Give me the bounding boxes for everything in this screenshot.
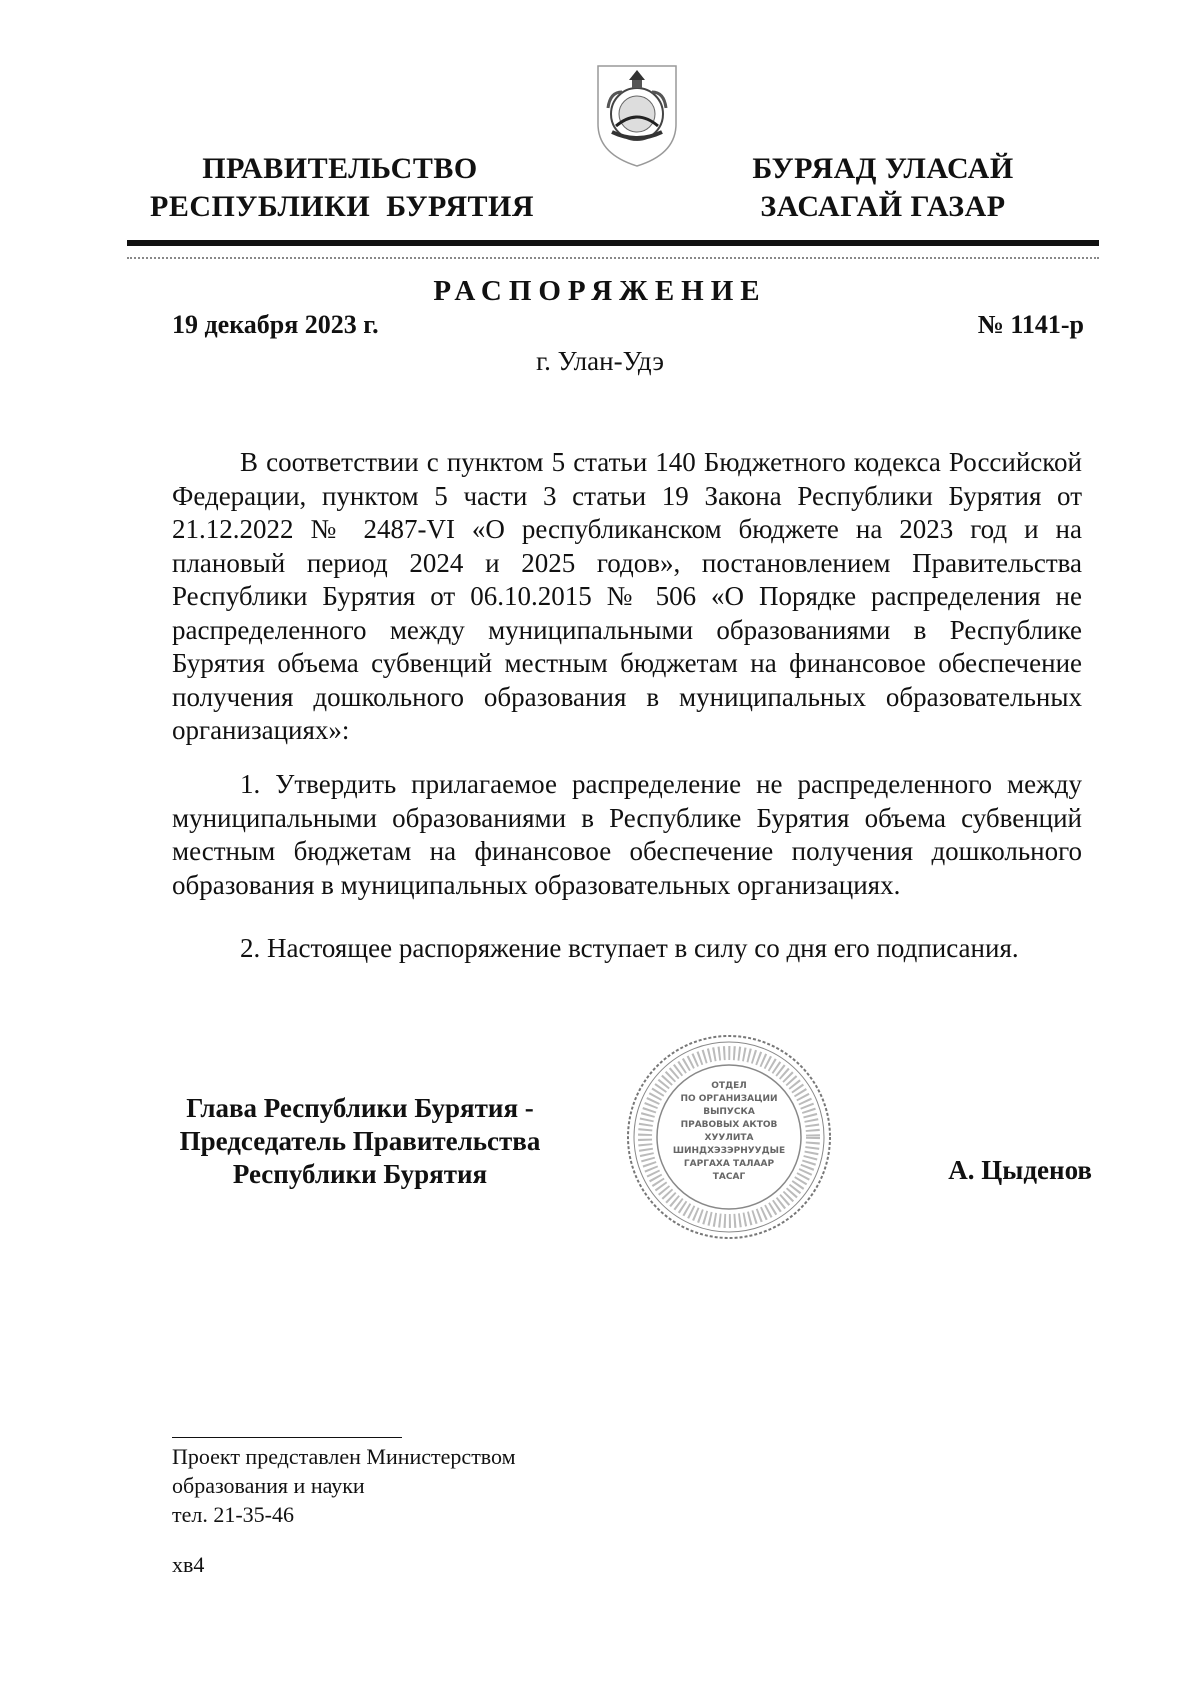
signer-title-line-3: Республики Бурятия: [232, 1159, 488, 1189]
item-2-paragraph: 2. Настоящее распоряжение вступает в силу со дня его подписания.: [240, 933, 1019, 963]
header-left: [150, 150, 535, 226]
signer-title-line-1: Глава Республики Бурятия -: [186, 1093, 534, 1123]
seal-line: ВЫПУСКА: [703, 1107, 755, 1117]
document-number: № 1141-р: [977, 310, 1084, 339]
seal-line: ШИНДХЭЗЭРНУУДЫЕ: [672, 1146, 786, 1156]
header-right: [718, 150, 1048, 226]
header-right-line-1: БУРЯАД УЛАСАЙ: [752, 152, 1014, 185]
header-left-line-2: РЕСПУБЛИКИ БУРЯТИЯ: [150, 190, 535, 223]
document-type: РАСПОРЯЖЕНИЕ: [433, 275, 767, 307]
seal-line: ТАСАГ: [712, 1172, 746, 1182]
preamble-paragraph: В соответствии с пунктом 5 статьи 140 Бюджетного кодекса Российской Федерации, пунктом 5 части 3 статьи 19 Закона Республики Бурятия от 21.12.2022 № 2487-VI «О республиканском бюджете на 2023 год и на плановый период 2024 и 2025 годов», постановлением Правительства Республики Бурятия от 06.10.2015 № 506 «О Порядке распределения не распределенного между муниципальными образованиями в Республике Бурятия объема субвенций местным бюджетам на финансовое обеспечение получения дошкольного образования в муниципальных образовательных организациях»:: [172, 447, 1082, 745]
footnote-rule: [172, 1437, 402, 1438]
seal-line: ГАРГАХА ТАЛААР: [683, 1159, 775, 1169]
document-date: 19 декабря 2023 г.: [172, 310, 379, 339]
seal-line: ХУУЛИТА: [704, 1133, 754, 1143]
item-1-paragraph: 1. Утвердить прилагаемое распределение не распределенного между муниципальными образованиями в Республике Бурятия объема субвенций местным бюджетам на финансовое обеспечение получения дошкольного образования в муниципальных образовательных организациях.: [172, 769, 1082, 900]
seal-line: ПО ОРГАНИЗАЦИИ: [680, 1094, 778, 1104]
official-seal-stamp: [624, 1032, 834, 1242]
seal-line: ОТДЕЛ: [711, 1081, 747, 1091]
footnote-line-2: образования и науки: [172, 1473, 365, 1498]
footnote-line-1: Проект представлен Министерством: [172, 1444, 516, 1469]
seal-line: ПРАВОВЫХ АКТОВ: [680, 1120, 778, 1130]
header-left-line-1: ПРАВИТЕЛЬСТВО: [202, 152, 478, 185]
footnote: [172, 1442, 516, 1529]
footnote-line-3: тел. 21-35-46: [172, 1502, 295, 1527]
document-city: г. Улан-Удэ: [536, 346, 664, 376]
document-code: хв4: [172, 1552, 205, 1577]
header-right-line-2: ЗАСАГАЙ ГАЗАР: [760, 190, 1006, 223]
seal-center-text: [664, 1080, 794, 1184]
coat-of-arms-emblem: [594, 62, 680, 170]
signer-title: [150, 1092, 570, 1191]
signer-title-line-2: Председатель Правительства: [179, 1126, 541, 1156]
header-rule-thick: [127, 240, 1099, 246]
header-rule-thin: [127, 257, 1099, 259]
signer-name: А. Цыденов: [948, 1155, 1092, 1185]
